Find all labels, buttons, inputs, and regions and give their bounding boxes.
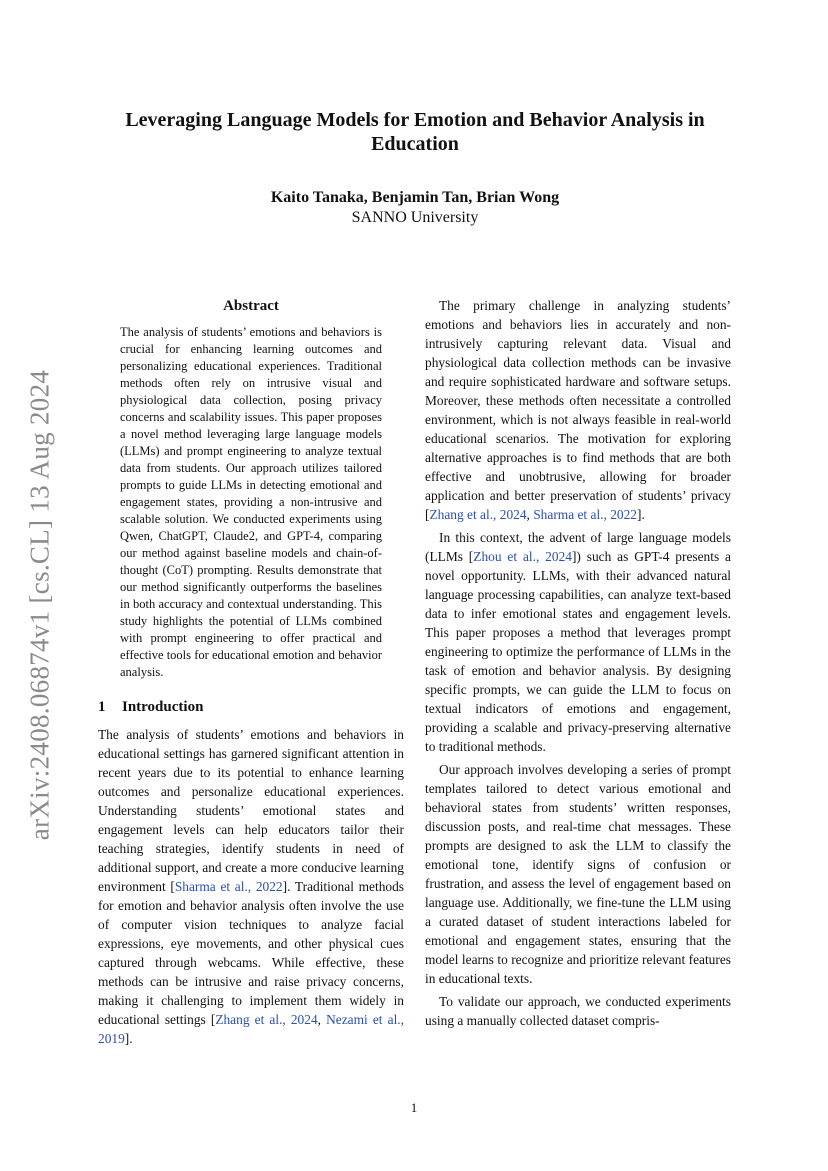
citation-link[interactable]: Sharma et al., 2022 <box>174 879 283 894</box>
text-run: ]. Traditional methods for emotion and behavior analysis often involve the use of computer vision techniques to analyze facial expressions, eye movements, and other physical cues captured through webcams. While effective, these methods can be intrusive and raise privacy concerns, making it challenging to implement them widely in educational settings [ <box>98 879 404 1027</box>
text-run: , <box>317 1012 327 1027</box>
authors: Kaito Tanaka, Benjamin Tan, Brian Wong <box>270 189 560 206</box>
left-column <box>98 296 404 1048</box>
affiliation: SANNO University <box>351 209 479 226</box>
body-paragraph-4: To validate our approach, we conducted experiments using a manually collected dataset compris- <box>425 994 731 1028</box>
section-heading-introduction <box>98 697 404 717</box>
abstract-text: The analysis of students’ emotions and behaviors is crucial for enhancing learning outcomes and personalizing educational experiences. Traditional methods often rely on intrusive visual and physiological data collection, posing privacy concerns and scalability issues. This paper proposes a novel method leveraging large language models (LLMs) and prompt engineering to analyze textual data from students. Our approach utilizes tailored prompts to guide LLMs in detecting emotional and engagement states, providing a non-intrusive and scalable solution. We conducted experiments using Qwen, ChatGPT, Claude2, and GPT-4, comparing our method against baseline models and chain-of-thought (CoT) prompting. Results demonstrate that our method significantly outperforms the baselines in both accuracy and contextual understanding. This study highlights the potential of LLMs combined with prompt engineering to offer practical and effective tools for educational emotion and behavior analysis. <box>120 325 382 679</box>
citation-link[interactable]: Zhang et al., 2024 <box>429 507 527 522</box>
intro-paragraph-1 <box>98 725 404 1048</box>
abstract-heading: Abstract <box>223 298 279 314</box>
right-column <box>425 296 731 1030</box>
paper-title: Leveraging Language Models for Emotion and Behavior Analysis in Education <box>125 109 705 155</box>
arxiv-stamp-text: arXiv:2408.06874v1 [cs.CL] 13 Aug 2024 <box>24 369 55 841</box>
section-title-text: Introduction <box>122 699 204 715</box>
arxiv-stamp <box>22 355 58 855</box>
text-run: The primary challenge in analyzing students’ emotions and behaviors lies in accurately and non-intrusively capturing relevant data. Visual and physiological data collection methods can be invasive and require sophisticated hardware and software setups. Moreover, these methods often necessitate a controlled environment, which is not always feasible in real-world educational scenarios. The motivation for exploring alternative approaches is to find methods that are both effective and unobtrusive, allowing for broader application and better preservation of students’ privacy [ <box>425 298 731 522</box>
text-run: ]. <box>637 507 645 522</box>
body-paragraph-3: Our approach involves developing a series of prompt templates tailored to detect various emotional and behavioral states from students’ written responses, discussion posts, and real-time chat messages. These prompts are designed to ask the LLM to classify the emotional tone, identify signs of confusion or frustration, and assess the level of engagement based on language use. Additionally, we fine-tune the LLM using a curated dataset of student interactions labeled for emotional and engagement states, ensuring that the model learns to recognize and prioritize relevant features in educational texts. <box>425 762 731 986</box>
body-paragraph-1 <box>425 296 731 524</box>
page-number: 1 <box>410 1100 418 1115</box>
citation-link[interactable]: Sharma et al., 2022 <box>533 507 637 522</box>
citation-link[interactable]: Zhou et al., 2024 <box>473 549 572 564</box>
text-run: In this context, the advent of large language models (LLMs [ <box>425 530 731 564</box>
text-run: The analysis of students’ emotions and behaviors in educational settings has garnered significant attention in recent years due to its potential to enhance learning outcomes and personalize educational experiences. Understanding students’ emotional states and engagement levels can help educators tailor their teaching strategies, identify students in need of additional support, and create a more conducive learning environment [ <box>98 727 404 894</box>
text-run: ]) such as GPT-4 presents a novel opportunity. LLMs, with their advanced natural language processing capabilities, can analyze text-based data to infer emotional states and engagement levels. This paper proposes a method that leverages prompt engineering to optimize the performance of LLMs in the task of emotion and behavior analysis. By designing specific prompts, we can guide the LLM to focus on textual indicators of emotions and engagement, providing a scalable and privacy-preserving alternative to traditional methods. <box>425 549 731 754</box>
citation-link[interactable]: Zhang et al., 2024 <box>215 1012 318 1027</box>
text-run: , <box>526 507 534 522</box>
section-number: 1 <box>98 699 106 715</box>
citation-link[interactable]: Nezami et al., 2019 <box>98 1012 404 1046</box>
text-run: ]. <box>124 1031 133 1046</box>
body-paragraph-2 <box>425 528 731 756</box>
